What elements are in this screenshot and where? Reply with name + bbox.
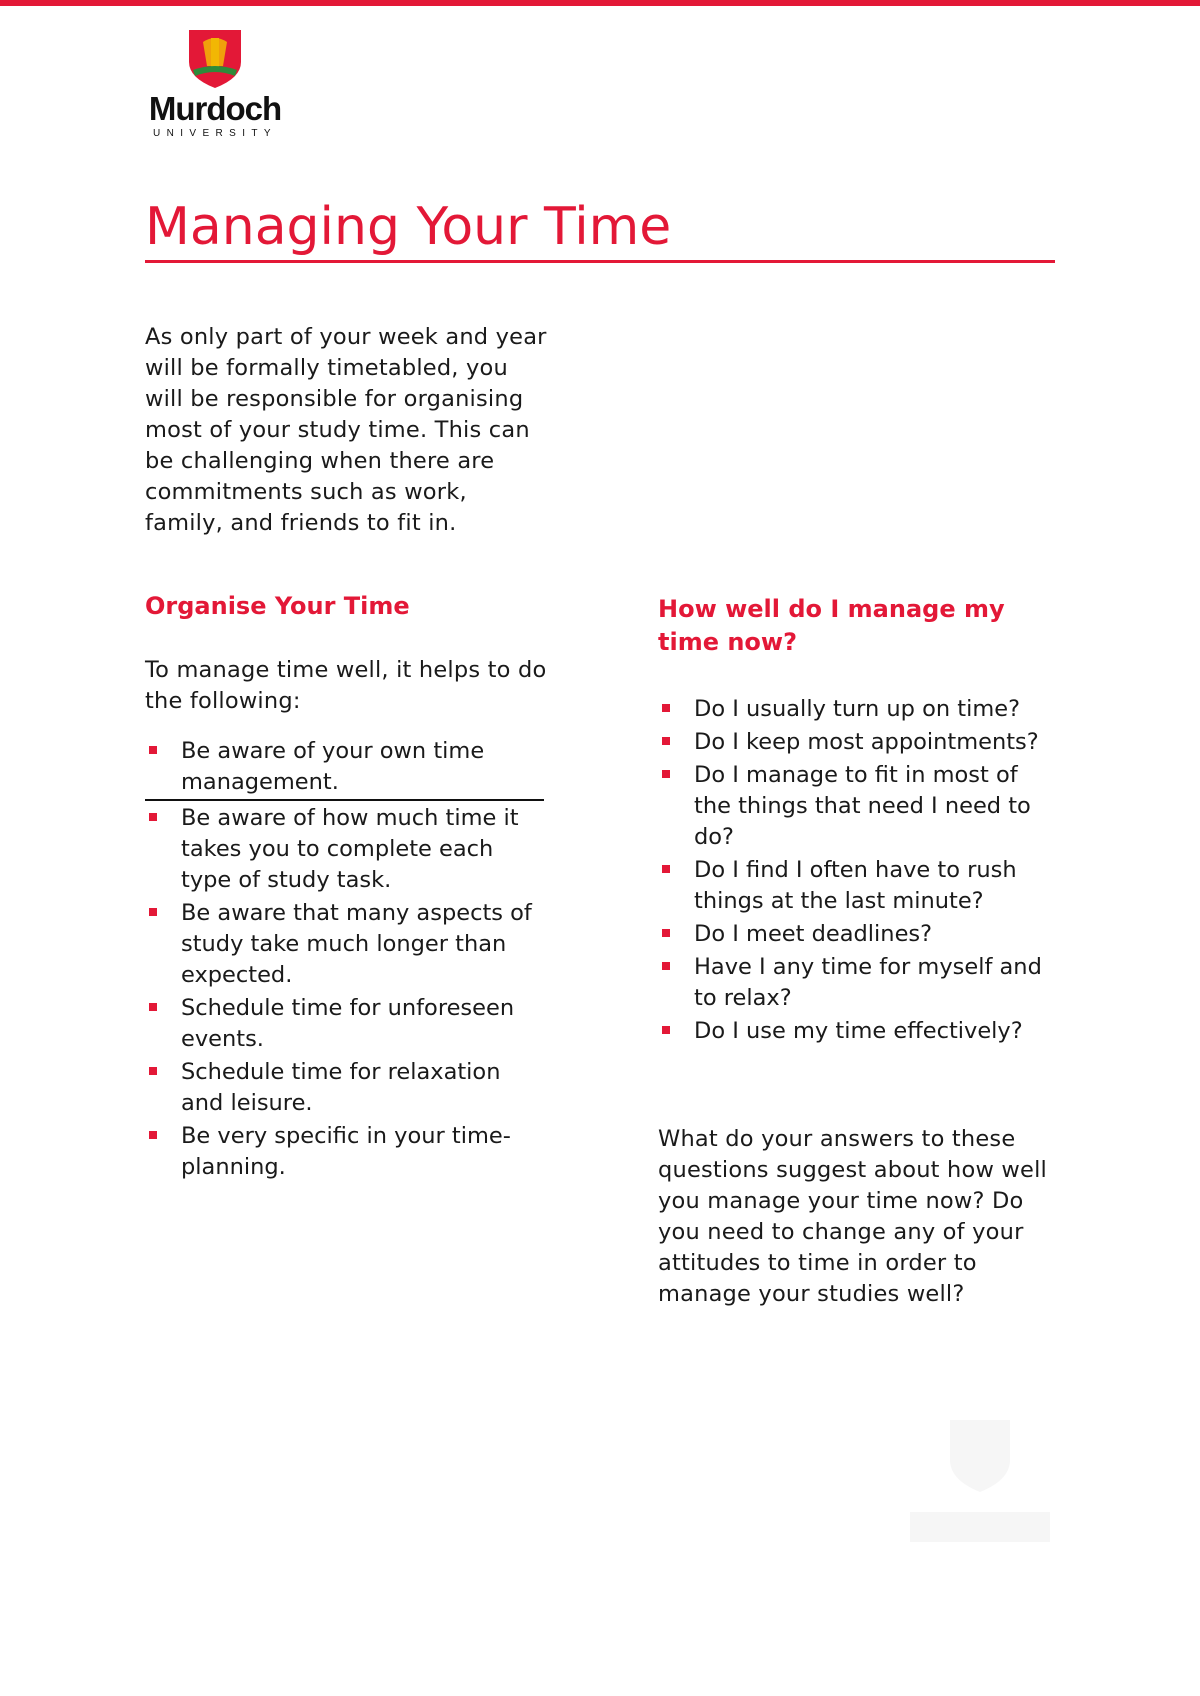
list-item-text: Do I manage to fit in most of the things that need I need to do? — [694, 762, 1031, 850]
list-item-text: Do I keep most appointments? — [694, 729, 1039, 755]
list-item — [145, 1121, 540, 1183]
list-item-text: Be aware of how much time it takes you to complete each type of study task. — [181, 805, 519, 893]
list-item — [658, 727, 1058, 758]
bullet-square-icon — [149, 746, 157, 754]
murdoch-crest-icon — [185, 28, 245, 90]
bullet-square-icon — [662, 929, 670, 937]
bullet-square-icon — [662, 962, 670, 970]
bullet-square-icon — [662, 770, 670, 778]
bullet-square-icon — [149, 813, 157, 821]
top-accent-rule — [0, 0, 1200, 6]
closing-paragraph: What do your answers to these questions suggest about how well you manage your time now? Do you need to change any of your attitudes to time in order to manage your studies well? — [658, 1126, 1047, 1307]
bullet-square-icon — [662, 1026, 670, 1034]
list-item — [145, 898, 540, 991]
list-item — [658, 919, 1058, 950]
list-item — [658, 694, 1058, 725]
page-title: Managing Your Time — [145, 194, 1055, 263]
watermark-crest-icon — [880, 1420, 1080, 1580]
bullet-square-icon — [149, 1003, 157, 1011]
list-item — [145, 993, 540, 1055]
list-item-text: Schedule time for unforeseen events. — [181, 995, 515, 1052]
murdoch-logo — [140, 28, 290, 144]
list-item — [145, 1057, 540, 1119]
list-item-text: Do I find I often have to rush things at the last minute? — [694, 857, 1017, 914]
list-item — [658, 855, 1058, 917]
list-item-text: Be aware of your own time management. — [181, 738, 485, 795]
left-bullet-list — [145, 736, 540, 1185]
left-heading: Organise Your Time — [145, 592, 410, 620]
list-item-text: Have I any time for myself and to relax? — [694, 954, 1042, 1011]
bullet-square-icon — [149, 1067, 157, 1075]
list-item — [658, 1016, 1058, 1047]
list-item — [145, 736, 544, 801]
bullet-square-icon — [662, 865, 670, 873]
list-item — [658, 952, 1058, 1014]
list-item-text: Do I use my time effectively? — [694, 1018, 1023, 1044]
bullet-square-icon — [149, 1131, 157, 1139]
list-item-text: Be very specific in your time-planning. — [181, 1123, 511, 1180]
list-item-text: Be aware that many aspects of study take much longer than expected. — [181, 900, 532, 988]
right-heading: How well do I manage my time now? — [658, 595, 1005, 656]
logo-wordmark: Murdoch — [148, 90, 282, 127]
right-bullet-list — [658, 694, 1058, 1049]
list-item-text: Do I meet deadlines? — [694, 921, 933, 947]
bullet-square-icon — [149, 908, 157, 916]
logo-subtitle: UNIVERSITY — [152, 128, 277, 139]
list-item — [658, 760, 1058, 853]
bullet-square-icon — [662, 737, 670, 745]
list-item — [145, 803, 540, 896]
list-item-text: Schedule time for relaxation and leisure. — [181, 1059, 501, 1116]
left-lead-paragraph: To manage time well, it helps to do the following: — [145, 657, 547, 714]
intro-paragraph: As only part of your week and year will be formally timetabled, you will be responsible for organising most of your study time. This can be challenging when there are commitments such as work, family, and friends to fit in. — [145, 324, 547, 536]
bullet-square-icon — [662, 704, 670, 712]
list-item-text: Do I usually turn up on time? — [694, 696, 1021, 722]
